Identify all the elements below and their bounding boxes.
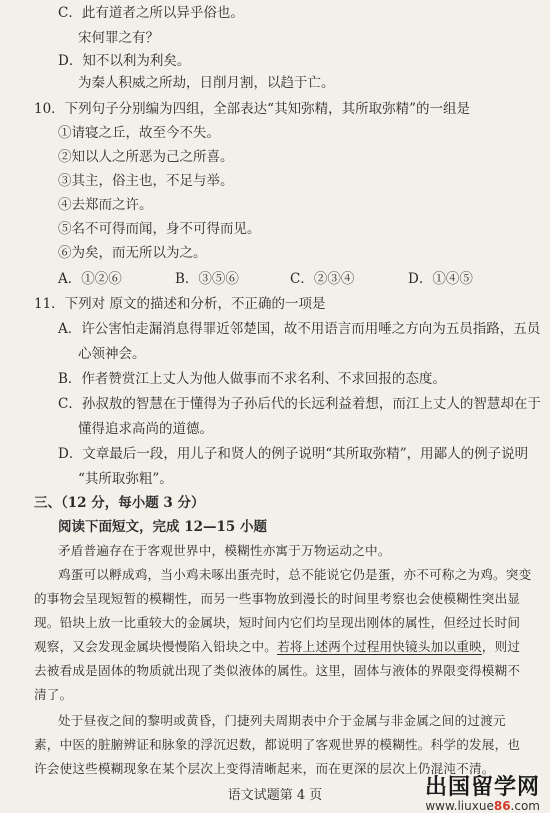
section-3-heading: 三、（12 分，每小题 3 分）: [34, 495, 205, 511]
passage-p3-line1: 处于昼夜之间的黎明或黄昏，门捷列夫周期表中介于金属与非金属之间的过渡元: [58, 713, 506, 728]
q10-sentence-1: ①请寝之丘，故至今不失。: [58, 125, 220, 141]
q10-choice-a: A．①②⑥: [58, 271, 122, 287]
q11-choice-c-line2: 懂得追求高尚的道德。: [78, 421, 213, 437]
passage-p2-line5: 去被看成是固体的物质就出现了类似液体的属性。这里，固体与液体的界限变得模糊不: [34, 663, 521, 678]
q10-sentence-4: ④去郑而之许。: [58, 197, 153, 213]
passage-p2-line4-start: 观察，又会发现金属块慢慢陷入铅块之中。: [34, 639, 278, 654]
page-footer: 语文试题第 4 页: [227, 788, 323, 803]
q10-choice-b: B．③⑤⑥: [175, 271, 239, 287]
watermark-url-prefix: www.liuxue: [425, 799, 494, 813]
q10-sentence-2: ②知以人之所恶为己之所喜。: [58, 149, 234, 165]
watermark-url-suffix: .com: [510, 799, 540, 813]
q11-choice-c-line1: C．孙叔敖的智慧在于懂得为子孙后代的长远利益着想，而江上丈人的智慧却在于: [58, 396, 541, 412]
passage-p2-line3: 现。铅块上放一比重较大的金属块，短时间内它们均呈现出刚体的属性，但经过长时间: [34, 615, 521, 630]
site-watermark: [425, 770, 540, 813]
option-d-example: 为秦人积威之所劫，日削月割，以趋于亡。: [78, 75, 335, 91]
q10-choice-c: C．②③④: [290, 271, 355, 287]
passage-p2-line4: [34, 638, 520, 656]
passage-p2-line2: 的事物会呈现短暂的模糊性，而另一些事物放到漫长的时间里考察也会使模糊性突出显: [34, 591, 521, 606]
q10-sentence-5: ⑤名不可得而闻，身不可得而见。: [58, 221, 261, 237]
option-c-example: 宋何罪之有？: [78, 30, 159, 46]
passage-p3-line3: 许会使这些模糊现象在某个层次上变得清晰起来，而在更深的层次上仍混沌不清。: [34, 761, 495, 776]
passage-p3-line2: 素，中医的脏腑辨证和脉象的浮沉迟数，都说明了客观世界的模糊性。科学的发展，也: [34, 737, 521, 752]
watermark-url: [425, 799, 540, 813]
watermark-title: 出国留学网: [424, 775, 540, 800]
passage-p2-line1: 鸡蛋可以孵成鸡，当小鸡未啄出蛋壳时，总不能说它仍是蛋，亦不可称之为鸡。突变: [58, 567, 532, 582]
q10-sentence-6: ⑥为矣，而无所以为之。: [58, 245, 207, 261]
q11-choice-b: B．作者赞赏江上丈人为他人做事而不求名利、不求回报的态度。: [58, 371, 446, 387]
q11-choice-d-line2: “其所取弥粗”。: [78, 471, 173, 487]
q11-choice-d-line1: D．文章最后一段，用儿子和贤人的例子说明“其所取弥精”，用鄙人的例子说明: [58, 446, 529, 462]
underlined-sentence: 若将上述两个过程用快镜头加以重映: [277, 639, 482, 654]
reading-instruction: 阅读下面短文，完成 12—15 小题: [58, 519, 267, 535]
option-d: D．知不以利为利矣。: [58, 53, 191, 69]
passage-p2-line4-end: ，则过: [481, 639, 521, 654]
q10-choice-d: D．①④⑤: [408, 271, 473, 287]
question-11-stem: 11．下列对 原文的描述和分析，不正确的一项是: [34, 296, 326, 312]
q11-choice-a-line1: A．许公害怕走漏消息得罪近邻楚国，故不用语言而用唾之方向为五员指路，五员: [58, 321, 541, 337]
q10-sentence-3: ③其主，俗主也，不足与举。: [58, 173, 234, 189]
passage-p2-line6: 清了。: [34, 687, 73, 702]
option-c: C．此有道者之所以异乎俗也。: [58, 5, 244, 21]
passage-p1: 矛盾普遍存在于客观世界中，模糊性亦寓于万物运动之中。: [58, 543, 391, 558]
watermark-url-number: 86: [493, 799, 511, 813]
q11-choice-a-line2: 心领神会。: [78, 346, 146, 362]
question-10-stem: 10．下列句子分别编为四组，全部表达“其知弥精，其所取弥精”的一组是: [34, 101, 470, 117]
